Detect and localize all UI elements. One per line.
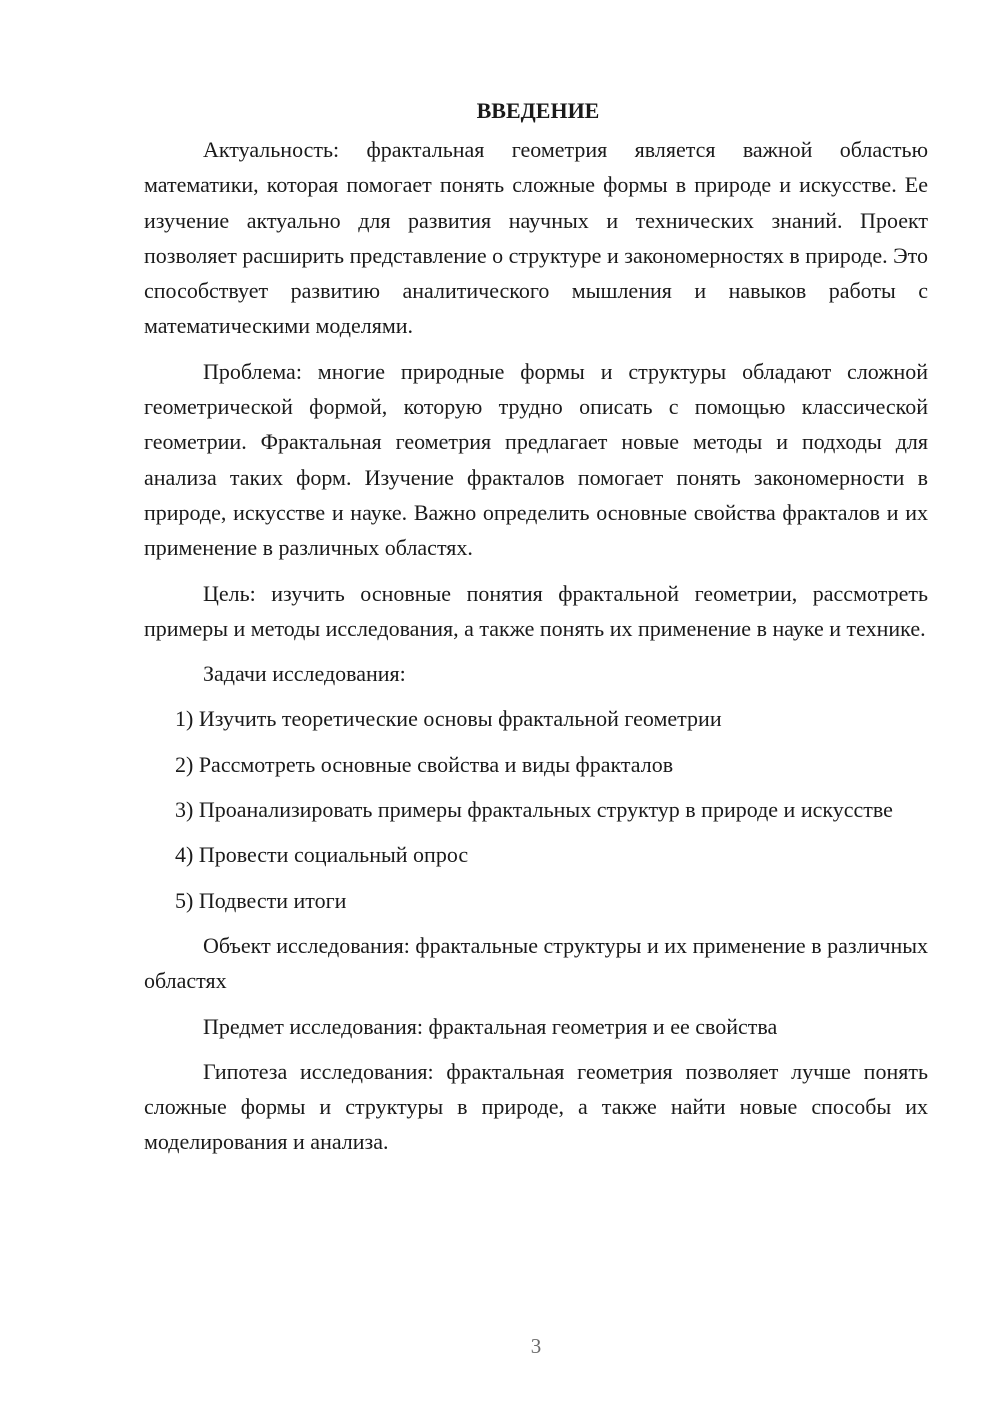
task-item-4: 4) Провести социальный опрос	[175, 842, 469, 868]
page-number: 3	[530, 1334, 542, 1358]
paragraph-hypothesis: Гипотеза исследования: фрактальная геометрия позволяет лучше понять сложные формы и структуры в природе, а также найти новые способы их моделирования и анализа.	[144, 1058, 928, 1155]
paragraph-goal: Цель: изучить основные понятия фрактальной геометрии, рассмотреть примеры и методы исследования, а также понять их применение в науке и технике.	[144, 580, 928, 641]
task-item-2: 2) Рассмотреть основные свойства и виды фракталов	[175, 751, 674, 777]
task-item-1: 1) Изучить теоретические основы фрактальной геометрии	[175, 706, 722, 732]
section-heading: ВВЕДЕНИЕ	[476, 98, 600, 123]
paragraph-subject: Предмет исследования: фрактальная геометрия и ее свойства	[203, 1013, 778, 1039]
task-item-3: 3) Проанализировать примеры фрактальных структур в природе и искусстве	[175, 797, 893, 823]
paragraph-relevance: Актуальность: фрактальная геометрия является важной областью математики, которая помогает понять сложные формы в природе и искусстве. Ее изучение актуально для развития научных и технических знаний. Проект позволяет расширить представление о структуре и закономерностях в природе. Это способствует развитию аналитического мышления и навыков работы с математическими моделями.	[144, 137, 928, 339]
page-content	[144, 96, 928, 1160]
tasks-heading: Задачи исследования:	[203, 661, 406, 687]
paragraph-object: Объект исследования: фрактальные структуры и их применение в различных областях	[144, 932, 928, 994]
task-item-5: 5) Подвести итоги	[175, 887, 347, 913]
paragraph-problem: Проблема: многие природные формы и структуры обладают сложной геометрической формой, которую трудно описать с помощью классической геометрии. Фрактальная геометрия предлагает новые методы и подходы для анализа таких форм. Изучение фракталов помогает понять закономерности в природе, искусстве и науке. Важно определить основные свойства фракталов и их применение в различных областях.	[144, 358, 928, 561]
